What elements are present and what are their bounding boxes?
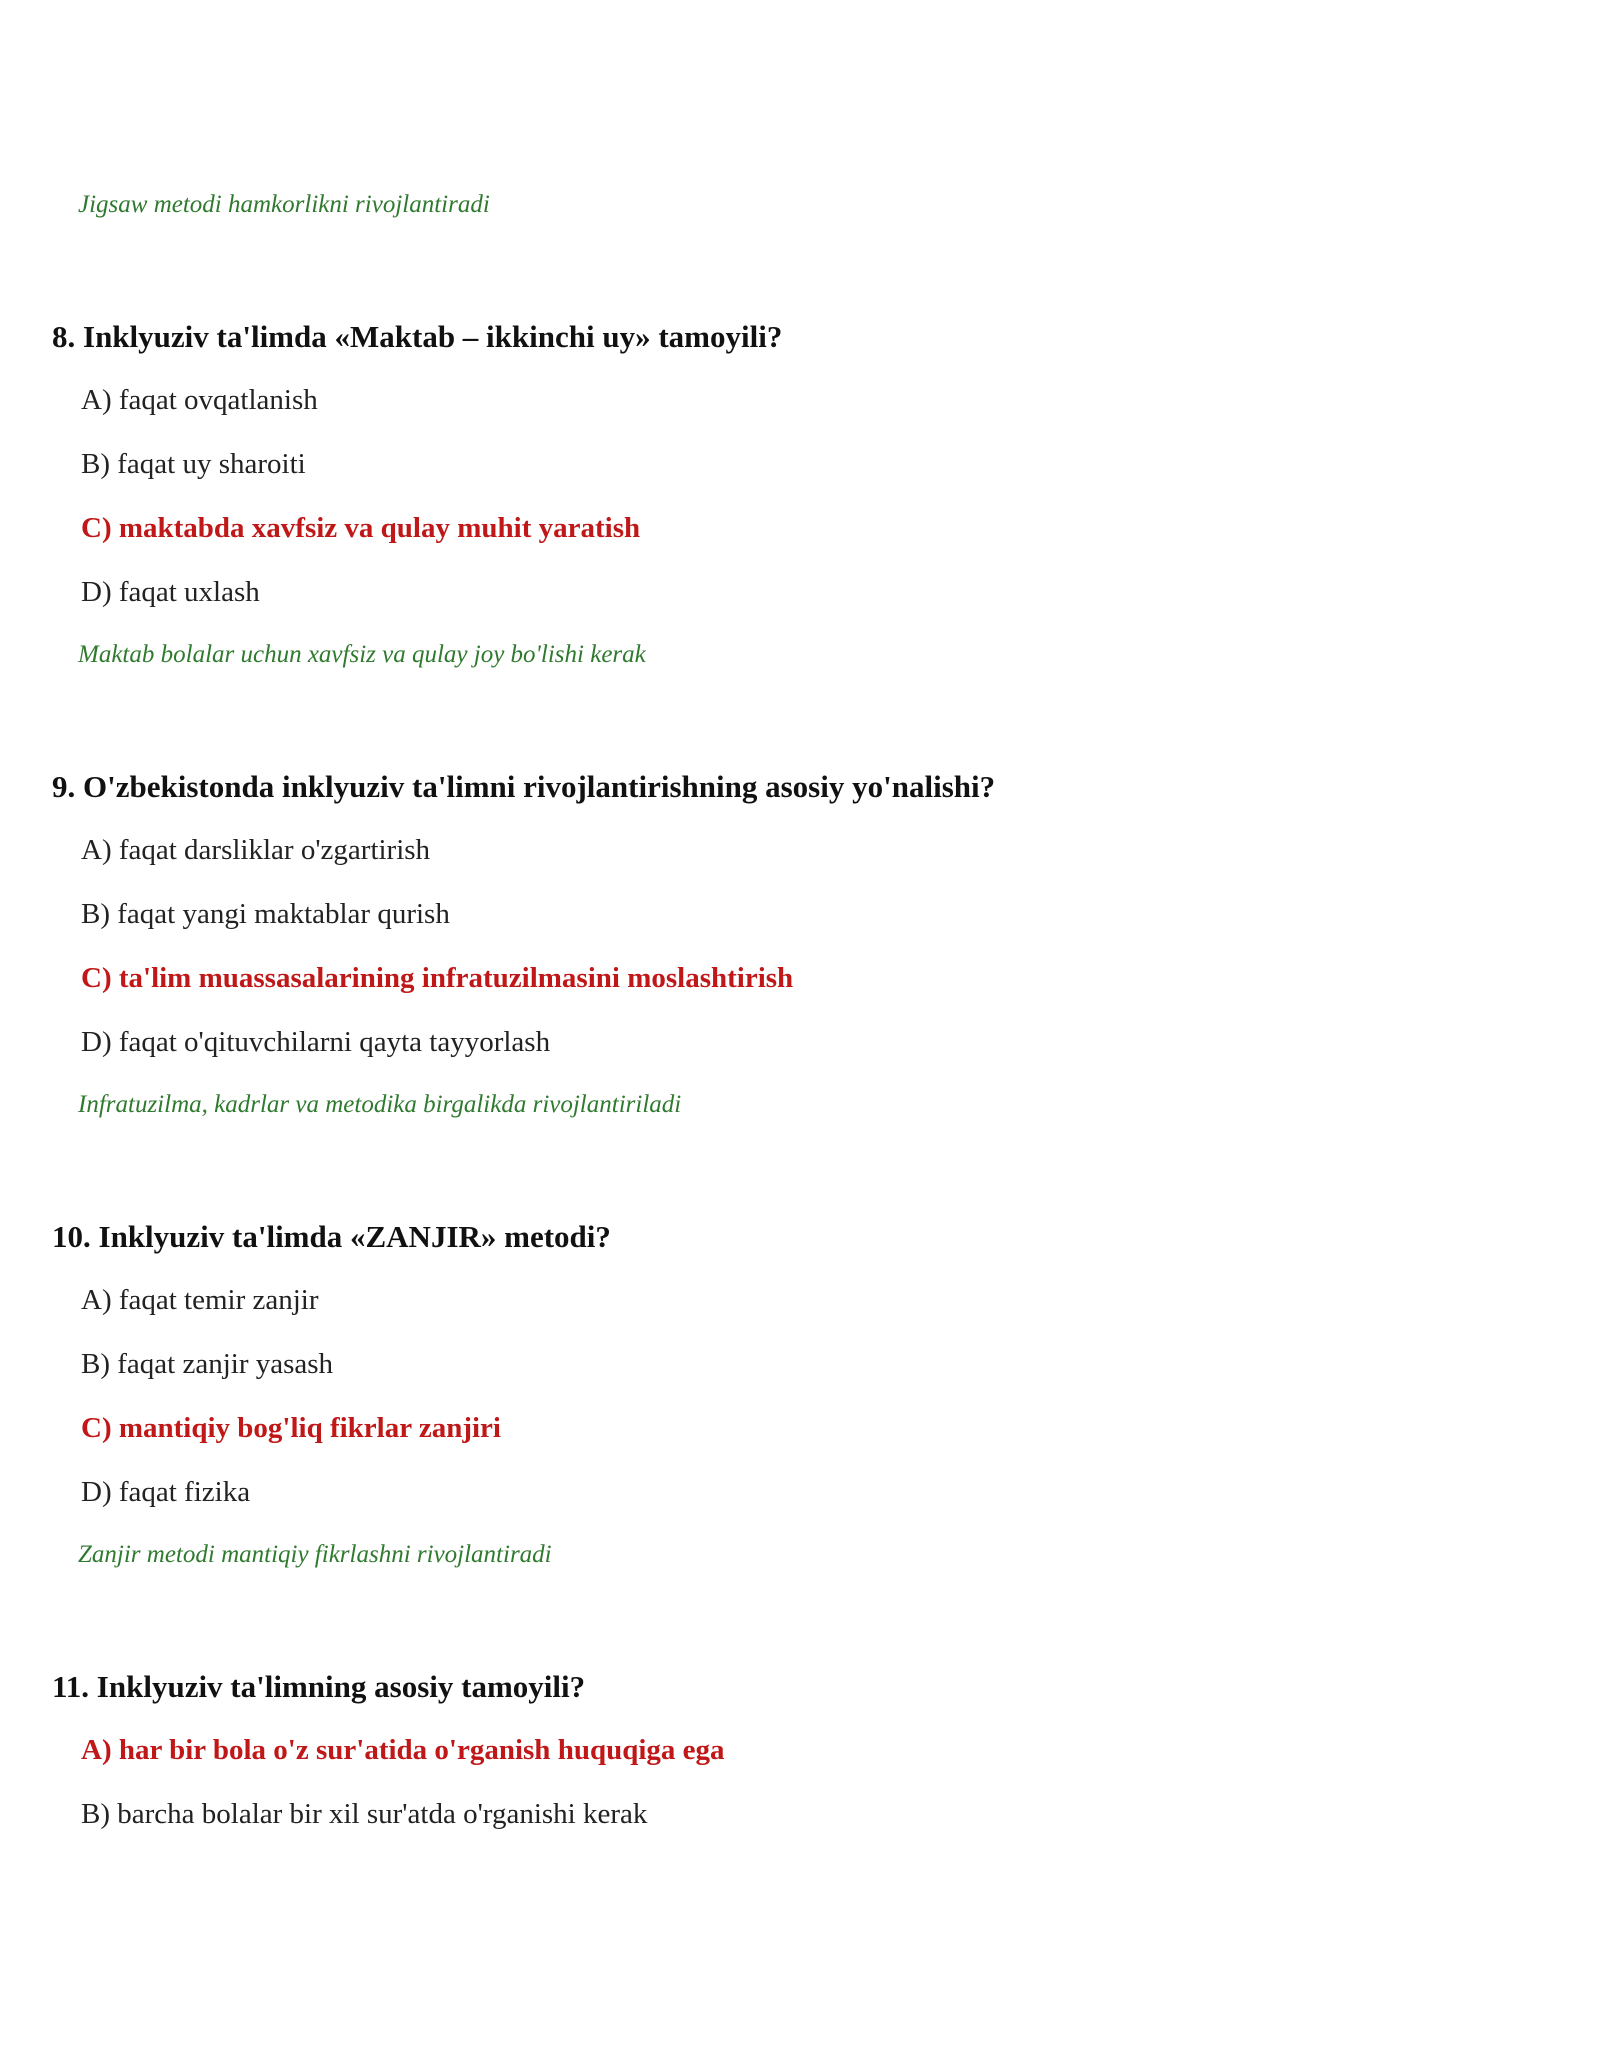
answer-option: D) faqat fizika xyxy=(81,1476,251,1508)
answer-option: B) barcha bolalar bir xil sur'atda o'rganishi kerak xyxy=(81,1798,648,1830)
explanation-note: Infratuzilma, kadrlar va metodika birgalikda rivojlantiriladi xyxy=(78,1091,682,1118)
explanation-note: Zanjir metodi mantiqiy fikrlashni rivojlantiradi xyxy=(78,1541,552,1568)
question-title: 10. Inklyuziv ta'limda «ZANJIR» metodi? xyxy=(52,1219,611,1254)
answer-option: A) faqat ovqatlanish xyxy=(81,384,318,416)
answer-option: B) faqat uy sharoiti xyxy=(81,448,306,480)
correct-answer-option: A) har bir bola o'z sur'atida o'rganish huquqiga ega xyxy=(81,1734,725,1766)
explanation-note: Maktab bolalar uchun xavfsiz va qulay joy bo'lishi kerak xyxy=(78,641,646,668)
answer-option: A) faqat temir zanjir xyxy=(81,1284,319,1316)
question-title: 8. Inklyuziv ta'limda «Maktab – ikkinchi uy» tamoyili? xyxy=(52,319,783,354)
answer-option: B) faqat zanjir yasash xyxy=(81,1348,334,1380)
question-title: 9. O'zbekistonda inklyuziv ta'limni rivojlantirishning asosiy yo'nalishi? xyxy=(52,769,996,804)
answer-option: A) faqat darsliklar o'zgartirish xyxy=(81,834,431,866)
correct-answer-option: C) ta'lim muassasalarining infratuzilmasini moslashtirish xyxy=(81,962,794,994)
explanation-note: Jigsaw metodi hamkorlikni rivojlantiradi xyxy=(78,191,490,218)
correct-answer-option: C) maktabda xavfsiz va qulay muhit yaratish xyxy=(81,512,641,544)
answer-option: B) faqat yangi maktablar qurish xyxy=(81,898,450,930)
answer-option: D) faqat o'qituvchilarni qayta tayyorlash xyxy=(81,1026,551,1058)
answer-option: D) faqat uxlash xyxy=(81,576,260,608)
question-title: 11. Inklyuziv ta'limning asosiy tamoyili? xyxy=(52,1669,586,1704)
correct-answer-option: C) mantiqiy bog'liq fikrlar zanjiri xyxy=(81,1412,501,1444)
